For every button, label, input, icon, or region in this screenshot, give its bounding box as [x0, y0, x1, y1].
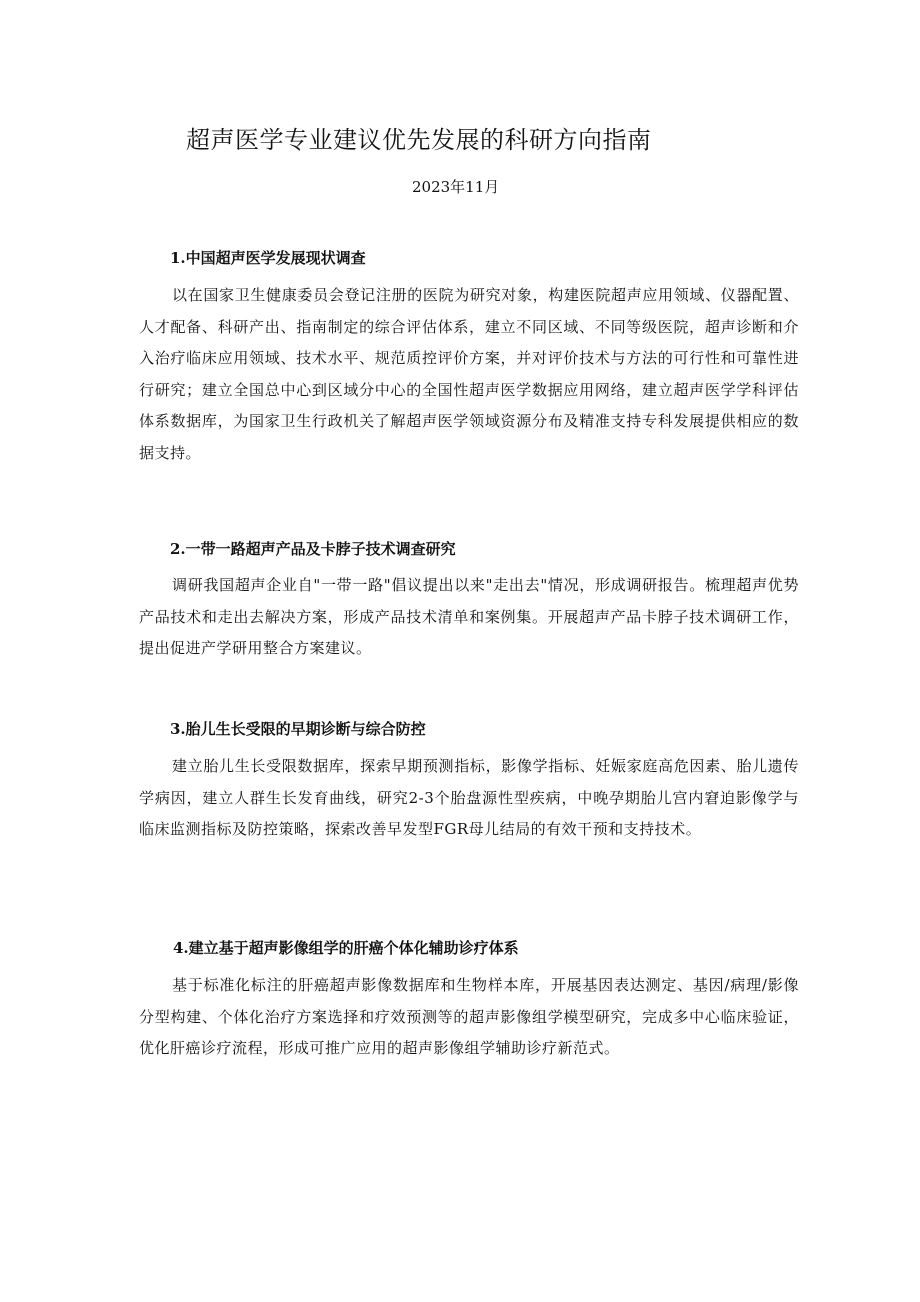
section-body: 建立胎儿生长受限数据库，探索早期预测指标，影像学指标、妊娠家庭高危因素、胎儿遗传学病因，建立人群生长发育曲线，研究2-3个胎盘源性型疾病，中晚孕期胎儿宫内窘迫影像学与临床监测指标及防控策略，探索改善早发型FGR母儿结局的有效干预和支持技术。 — [139, 757, 799, 838]
document-title: 超声医学专业建议优先发展的科研方向指南 — [186, 126, 652, 154]
section-heading: 2.一带一路超声产品及卡脖子技术调查研究 — [170, 540, 456, 558]
section-heading: 4.建立基于超声影像组学的肝癌个体化辅助诊疗体系 — [173, 939, 519, 957]
section-heading: 3.胎儿生长受限的早期诊断与综合防控 — [170, 720, 426, 738]
section-heading: 1.中国超声医学发展现状调查 — [170, 249, 366, 267]
section-body: 以在国家卫生健康委员会登记注册的医院为研究对象，构建医院超声应用领域、仪器配置、人才配备、科研产出、指南制定的综合评估体系，建立不同区域、不同等级医院，超声诊断和介入治疗临床应用领域、技术水平、规范质控评价方案，并对评价技术与方法的可行性和可靠性进行研究；建立全国总中心到区域分中心的全国性超声医学数据应用网络，建立超声医学学科评估体系数据库，为国家卫生行政机关了解超声医学领域资源分布及精准支持专科发展提供相应的数据支持。 — [139, 286, 799, 462]
document-date: 2023年11月 — [412, 178, 500, 196]
section-body: 调研我国超声企业自"一带一路"倡议提出以来"走出去"情况，形成调研报告。梳理超声优势产品技术和走出去解决方案，形成产品技术清单和案例集。开展超声产品卡脖子技术调研工作，提出促进产学研用整合方案建议。 — [139, 576, 799, 657]
section-body: 基于标准化标注的肝癌超声影像数据库和生物样本库，开展基因表达测定、基因/病理/影像分型构建、个体化治疗方案选择和疗效预测等的超声影像组学模型研究，完成多中心临床验证，优化肝癌诊疗流程，形成可推广应用的超声影像组学辅助诊疗新范式。 — [139, 976, 799, 1057]
